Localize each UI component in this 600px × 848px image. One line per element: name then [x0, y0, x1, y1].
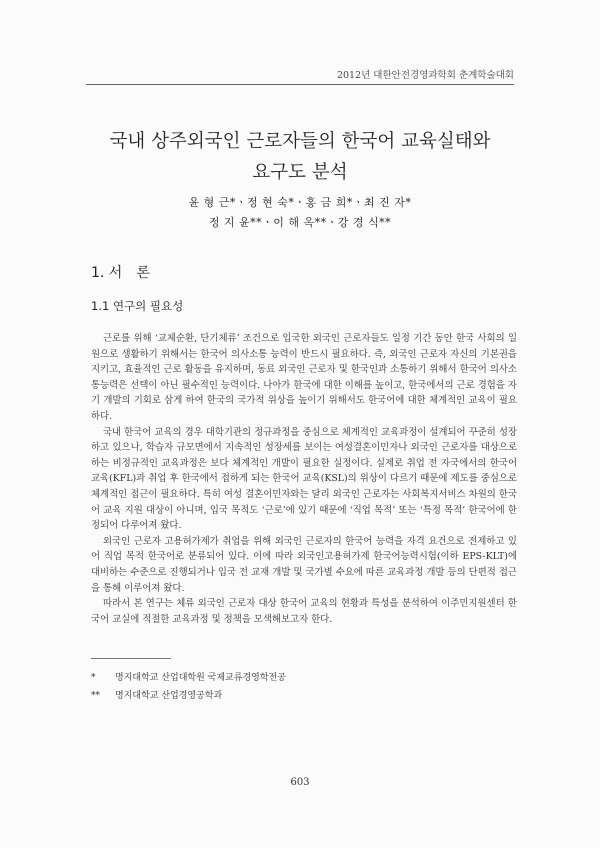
paragraph: 국내 한국어 교육의 경우 대학기관의 정규과정을 중심으로 체계적인 교육과정이 설계되어 꾸준히 성장하고 있으나, 학습자 규모면에서 지속적인 성장세를 보이는 여성결혼이민자나 외국인 근로자를 대상으로 하는 비정규적인 교육과정은 보다 체계적인 개발이 필요한 실정이다. 실제로 취업 전 자국에서의 한국어 교육(KFL)과 취업 후 한국에서 접하게 되는 한국어 교육(KSL)의 위상이 다르기 때문에 제도를 중심으로 체계적인 접근이 필요하다. 특히 여성 결혼이민자와는 달리 외국인 근로자는 사회복지서비스 차원의 한국어 교육 지원 대상이 아니며, 입국 목적도 ‘근로’에 있기 때문에 ‘직업 목적’ 또는 ‘특정 목적’ 한국어에 한정되어 다루어져 왔다. — [91, 426, 517, 532]
footnote-text: 명지대학교 산업대학원 국제교류경영학전공 — [115, 673, 286, 683]
footnote — [91, 687, 286, 705]
header-divider — [86, 84, 514, 85]
footnotes — [91, 669, 286, 705]
paragraph: 외국인 근로자 고용허가제가 취업을 위해 외국인 근로자의 한국어 능력을 자격 요건으로 전제하고 있어 직업 목적 한국어로 분류되어 있다. 이에 따라 외국인고용허가제 한국어능력시험(이하 EPS-KLT)에 대비하는 수준으로 진행되거나 입국 전 교재 개발 및 국가별 수요에 따른 교육과정 개발 등의 단편적 접근을 통해 이루어져 왔다. — [91, 535, 517, 594]
paragraph: 근로를 위해 ‘교체순환, 단기체류’ 조건으로 입국한 외국인 근로자들도 일정 기간 동안 한국 사회의 일원으로 생활하기 위해서는 한국어 의사소통 능력이 반드시 필요하다. 즉, 외국인 근로자 자신의 기본권을 지키고, 효율적인 근로 활동을 유지하며, 동료 외국인 근로자 및 한국인과 소통하기 위해서 한국어 의사소통능력은 선택이 아닌 필수적인 능력이다. 나아가 한국에 대한 이해를 높이고, 한국에서의 근로 경험을 자기 개발의 기회로 삼게 하여 한국의 국가적 위상을 높이기 위해서도 한국어에 대한 체계적인 교육이 필요하다. — [91, 333, 517, 422]
section-heading: 1. 서 론 — [91, 265, 150, 281]
authors-line-1: 윤 형 근*ㆍ정 현 숙*ㆍ홍 금 희*ㆍ최 진 자* — [188, 196, 412, 209]
paper-title — [86, 126, 514, 188]
footnote — [91, 669, 286, 687]
footnote-mark: * — [91, 673, 96, 683]
page-number: 603 — [290, 777, 310, 788]
authors-line-2: 정 지 윤**ㆍ이 해 옥**ㆍ강 경 식** — [208, 216, 392, 229]
author-list — [86, 193, 514, 233]
title-line-2: 요구도 분석 — [252, 162, 348, 183]
body-text — [91, 331, 517, 627]
title-line-1: 국내 상주외국인 근로자들의 한국어 교육실태와 — [109, 131, 491, 152]
footnote-divider — [91, 658, 171, 659]
footnote-text: 명지대학교 산업경영공학과 — [115, 691, 223, 701]
footnote-mark: ** — [91, 691, 100, 701]
subsection-heading: 1.1 연구의 필요성 — [91, 299, 184, 313]
paragraph: 따라서 본 연구는 체류 외국인 근로자 대상 한국어 교육의 현황과 특성을 분석하여 이주민지원센터 한국어 교실에 적절한 교육과정 및 정책을 모색해보고자 한다. — [91, 598, 517, 625]
conference-header: 2012년 대한안전경영과학회 춘계학술대회 — [336, 70, 514, 81]
